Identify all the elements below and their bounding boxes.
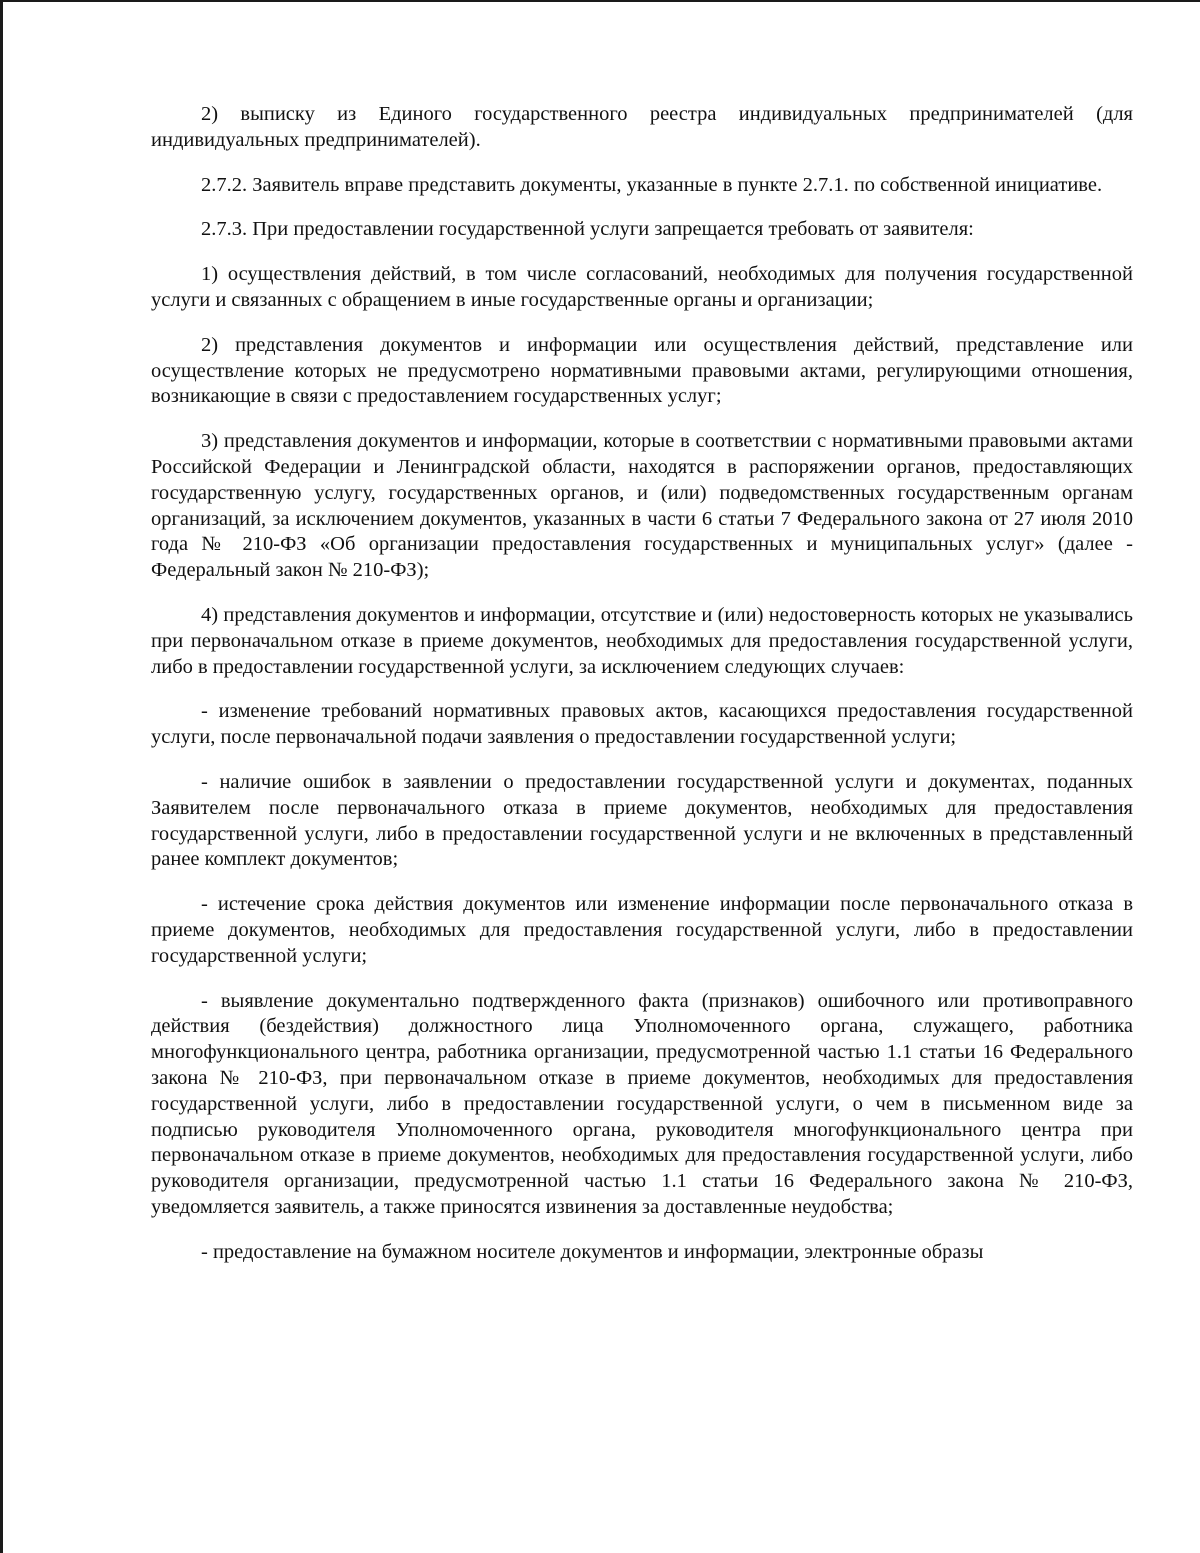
paragraph-case-misconduct: - выявление документально подтвержденного факта (признаков) ошибочного или противоправного действия (бездействия) должностного лица Уполномоченного органа, служащего, работника многофункционального центра, работника организации, предусмотренной частью 1.1 статьи 16 Федерального закона № 210-ФЗ, при первоначальном отказе в приеме документов, необходимых для предоставления государственной услуги, либо в предоставлении государственной услуги, о чем в письменном виде за подписью руководителя Уполномоченного органа, руководителя многофункционального центра при первоначальном отказе в приеме документов, необходимых для предоставления государственной услуги, либо руководителя организации, предусмотренной частью 1.1 статьи 16 Федерального закона № 210-ФЗ, уведомляется заявитель, а также приносятся извинения за доставленные неудобства; — [151, 989, 1133, 1218]
paragraph-case-expiry: - истечение срока действия документов или изменение информации после первоначального отказа в приеме документов, необходимых для предоставления государственной услуги, либо в предоставлении государственной услуги; — [151, 893, 1133, 967]
paragraph-case-errors: - наличие ошибок в заявлении о предоставлении государственной услуги и документах, поданных Заявителем после первоначального отказа в приеме документов, необходимых для предоставления государственной услуги, либо в предоставлении государственной услуги и не включенных в представленный ранее комплект документов; — [151, 770, 1133, 871]
paragraph-item-1: 1) осуществления действий, в том числе согласований, необходимых для получения государственной услуги и связанных с обращением в иные государственные органы и организации; — [151, 263, 1133, 311]
scan-top-edge — [0, 0, 1200, 2]
paragraph-2-7-3: 2.7.3. При предоставлении государственной услуги запрещается требовать от заявителя: — [201, 218, 974, 241]
paragraph-2-7-2: 2.7.2. Заявитель вправе представить документы, указанные в пункте 2.7.1. по собственной инициативе. — [201, 173, 1103, 196]
paragraph-extract-egrip: 2) выписку из Единого государственного реестра индивидуальных предпринимателей (для индивидуальных предпринимателей). — [151, 103, 1133, 151]
scan-left-edge — [0, 0, 3, 1553]
document-body — [151, 102, 1133, 1284]
paragraph-item-3: 3) представления документов и информации, которые в соответствии с нормативными правовыми актами Российской Федерации и Ленинградской области, находятся в распоряжении органов, предоставляющих государственную услугу, государственных органов, и (или) подведомственных государственным органам организаций, за исключением документов, указанных в части 6 статьи 7 Федерального закона от 27 июля 2010 года № 210-ФЗ «Об организации предоставления государственных и муниципальных услуг» (далее - Федеральный закон № 210-ФЗ); — [151, 430, 1133, 582]
paragraph-case-requirements-change: - изменение требований нормативных правовых актов, касающихся предоставления государственной услуги, после первоначальной подачи заявления о предоставлении государственной услуги; — [151, 700, 1133, 749]
paragraph-item-4: 4) представления документов и информации, отсутствие и (или) недостоверность которых не указывались при первоначальном отказе в приеме документов, необходимых для предоставления государственной услуги, либо в предоставлении государственной услуги, за исключением следующих случаев: — [151, 603, 1133, 678]
paragraph-item-2: 2) представления документов и информации или осуществления действий, представление или осуществление которых не предусмотрено нормативными правовыми актами, регулирующими отношения, возникающие в связи с предоставлением государственных услуг; — [151, 333, 1133, 408]
paragraph-case-paper-submission: - предоставление на бумажном носителе документов и информации, электронные образы — [201, 1240, 984, 1263]
